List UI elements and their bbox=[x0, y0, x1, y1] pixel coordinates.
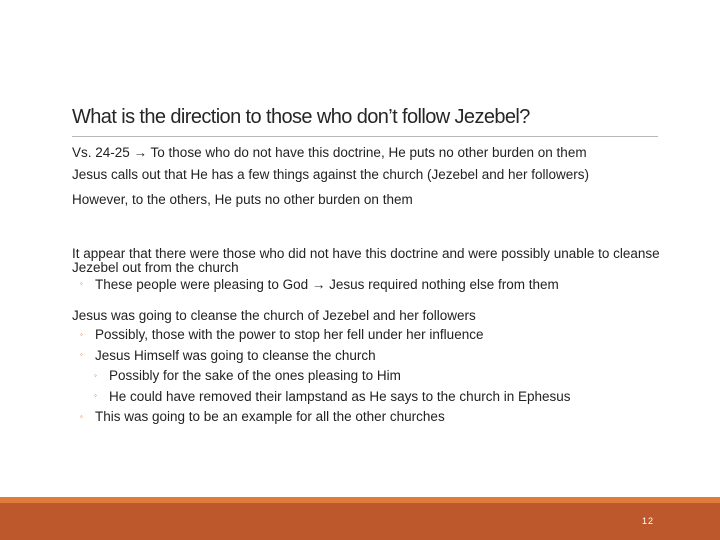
bullet-icon: ◦ bbox=[94, 391, 97, 401]
bullet-icon: ◦ bbox=[94, 370, 97, 380]
list-item bbox=[72, 407, 662, 427]
paragraph-jesus-calls-out: Jesus calls out that He has a few things against the church (Jezebel and her followers) bbox=[72, 167, 590, 182]
bullet-text: Possibly for the sake of the ones pleasing to Him bbox=[109, 368, 401, 384]
paragraph-verses: Vs. 24-25 → To those who do not have this doctrine, He puts no other burden on them bbox=[72, 145, 587, 160]
paragraph-however: However, to the others, He puts no other burden on them bbox=[72, 192, 413, 207]
bullet-icon: ◦ bbox=[80, 350, 83, 360]
list-item bbox=[72, 275, 662, 295]
bullet-text: He could have removed their lampstand as He says to the church in Ephesus bbox=[109, 388, 571, 404]
paragraph-it-appear: It appear that there were those who did not have this doctrine and were possibly unable to cleanse Jezebel out from the church bbox=[72, 246, 660, 275]
footer-bar bbox=[0, 503, 720, 540]
sub-list-item bbox=[72, 387, 662, 407]
sub-list-item bbox=[72, 366, 662, 386]
bullet-text: Possibly, those with the power to stop her fell under her influence bbox=[95, 327, 484, 343]
bullet-text: These people were pleasing to God → Jesus required nothing else from them bbox=[95, 277, 559, 292]
bullet-text: This was going to be an example for all the other churches bbox=[95, 409, 445, 425]
slide-title: What is the direction to those who don’t follow Jezebel? bbox=[72, 106, 530, 128]
paragraph-cleanse: Jesus was going to cleanse the church of Jezebel and her followers bbox=[72, 308, 476, 324]
page-number: 12 bbox=[642, 516, 655, 526]
bullet-icon: ◦ bbox=[80, 329, 83, 339]
bullet-text: Jesus Himself was going to cleanse the church bbox=[95, 347, 376, 363]
bullet-icon: ◦ bbox=[80, 411, 83, 421]
slide-body bbox=[72, 146, 662, 428]
title-divider bbox=[72, 136, 658, 137]
list-item bbox=[72, 325, 662, 345]
bullet-icon: ◦ bbox=[80, 279, 83, 289]
list-item bbox=[72, 346, 662, 366]
